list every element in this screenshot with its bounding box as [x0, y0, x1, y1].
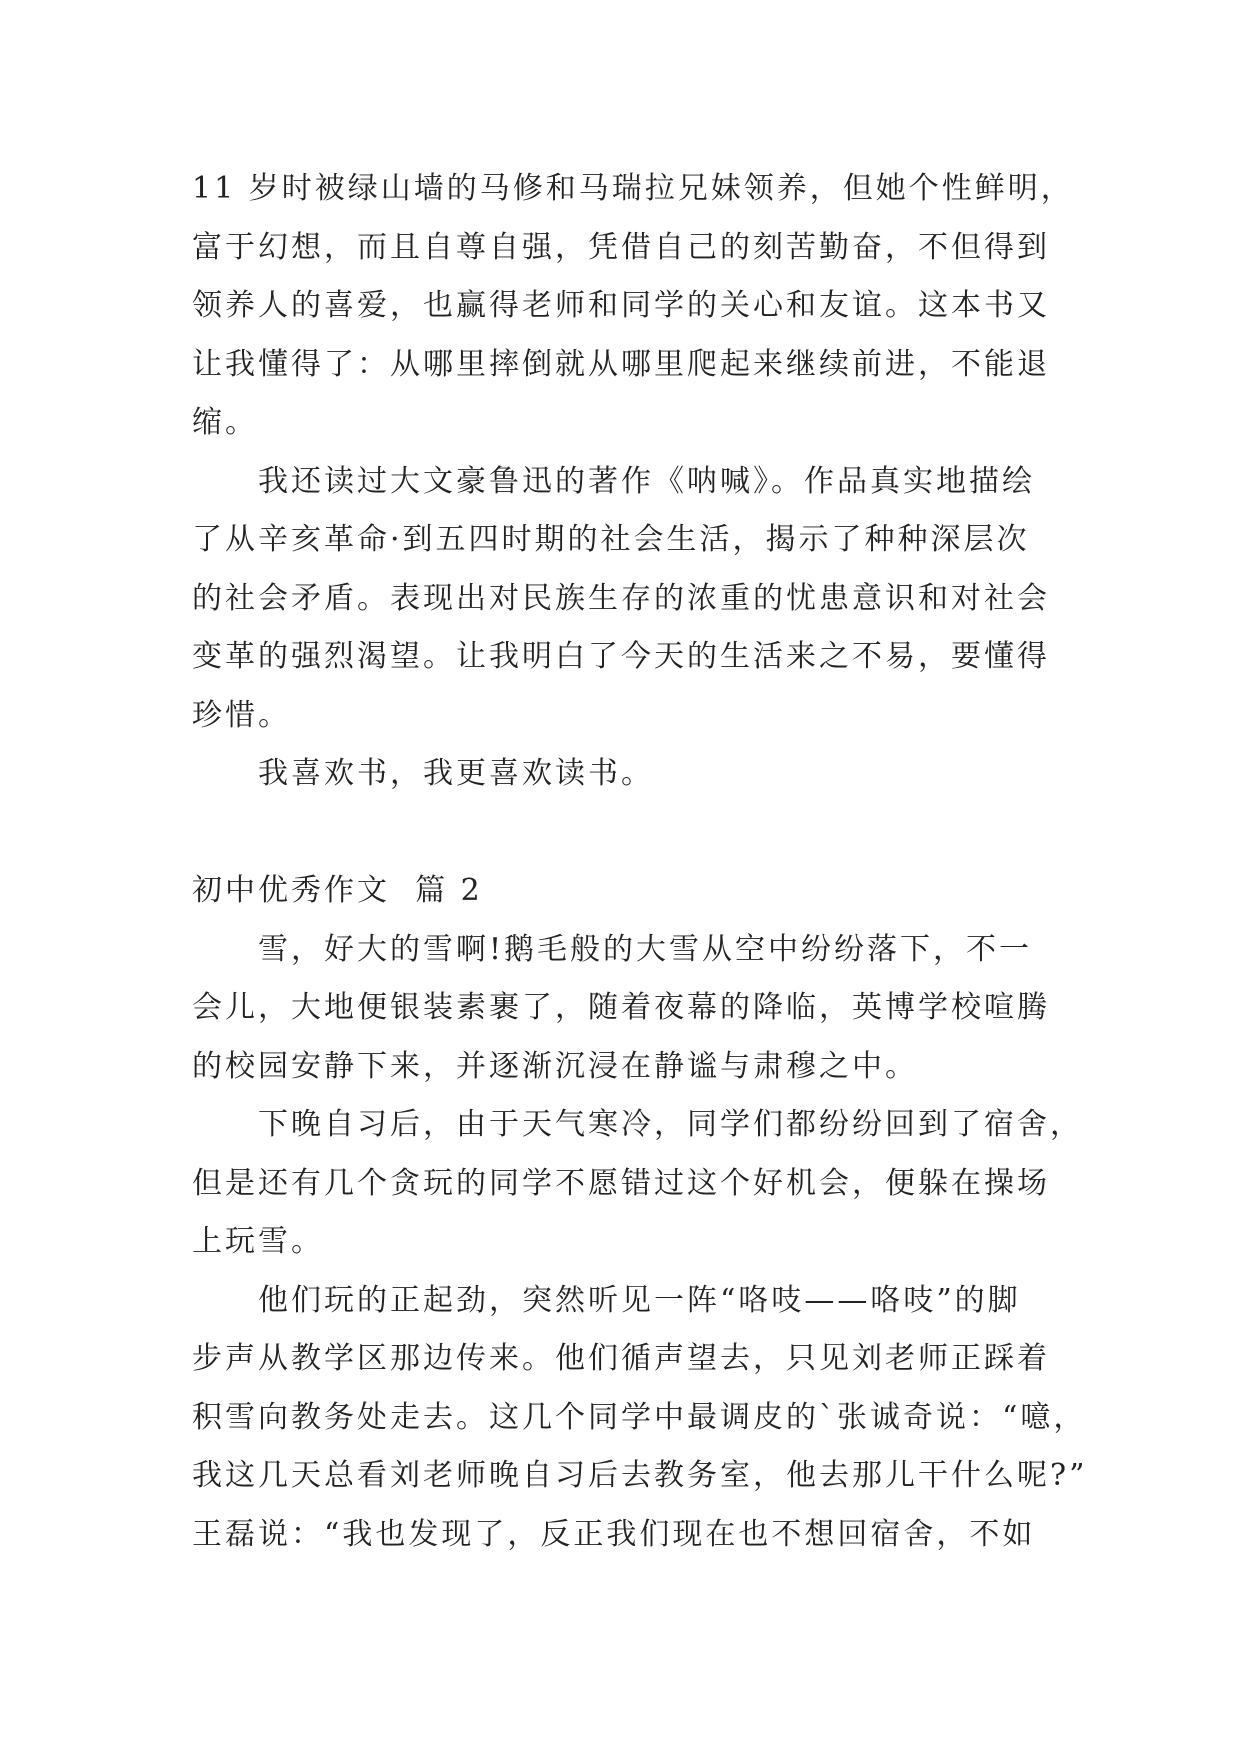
text-line: 我喜欢书，我更喜欢读书。 — [258, 756, 654, 791]
text-line: 领养人的喜爱，也赢得老师和同学的关心和友谊。这本书又 — [192, 288, 1050, 323]
text-line: 让我懂得了：从哪里摔倒就从哪里爬起来继续前进，不能退 — [192, 346, 1050, 382]
text-line: 的校园安静下来，并逐渐沉浸在静谧与肃穆之中。 — [192, 1048, 918, 1084]
text-line: 变革的强烈渴望。让我明白了今天的生活来之不易，要懂得 — [192, 639, 1050, 674]
text-line: 我还读过大文豪鲁迅的著作《呐喊》。作品真实地描绘 — [258, 463, 1035, 499]
text-line: 11 岁时被绿山墙的马修和马瑞拉兄妹领养，但她个性鲜明， — [192, 171, 1074, 206]
text-line: 上玩雪。 — [192, 1224, 324, 1259]
text-line: 了从辛亥革命·到五四时期的社会生活，揭示了种种深层次 — [192, 522, 1030, 557]
text-line: 的社会矛盾。表现出对民族生存的浓重的忧患意识和对社会 — [192, 580, 1050, 616]
blank-spacer — [192, 804, 1062, 863]
text-line: 步声从教学区那边传来。他们循声望去，只见刘老师正踩着 — [192, 1341, 1050, 1376]
paragraph-snow — [192, 921, 1062, 1097]
text-line: 但是还有几个贪玩的同学不愿错过这个好机会，便躲在操场 — [192, 1165, 1050, 1201]
text-line: 他们玩的正起劲，突然听见一阵“咯吱——咯吱”的脚 — [258, 1282, 1021, 1318]
paragraph-anne-story — [192, 160, 1074, 453]
text-line: 缩。 — [192, 405, 258, 440]
text-line: 我这几天总看刘老师晚自习后去教务室，他去那儿干什么呢?” — [192, 1458, 1088, 1493]
paragraph-footsteps — [192, 1272, 1088, 1565]
text-line: 雪，好大的雪啊!鹅毛般的大雪从空中纷纷落下，不一 — [258, 931, 1033, 967]
text-line: 珍惜。 — [192, 697, 291, 733]
paragraph-conclusion — [192, 745, 1062, 804]
text-line: 会儿，大地便银装素裹了，随着夜幕的降临，英博学校喧腾 — [192, 990, 1050, 1025]
paragraph-nahan — [192, 453, 1062, 746]
section-heading: 初中优秀作文 篇 2 — [192, 873, 483, 908]
text-line: 下晚自习后，由于天气寒冷，同学们都纷纷回到了宿舍， — [258, 1107, 1083, 1142]
paragraph-evening-study — [192, 1096, 1083, 1272]
text-line: 富于幻想，而且自尊自强，凭借自己的刻苦勤奋，不但得到 — [192, 229, 1050, 265]
text-line: 王磊说：“我也发现了，反正我们现在也不想回宿舍，不如 — [192, 1516, 1036, 1552]
document-body — [192, 160, 1088, 1564]
text-line: 积雪向教务处走去。这几个同学中最调皮的`张诚奇说：“噫， — [192, 1399, 1087, 1435]
